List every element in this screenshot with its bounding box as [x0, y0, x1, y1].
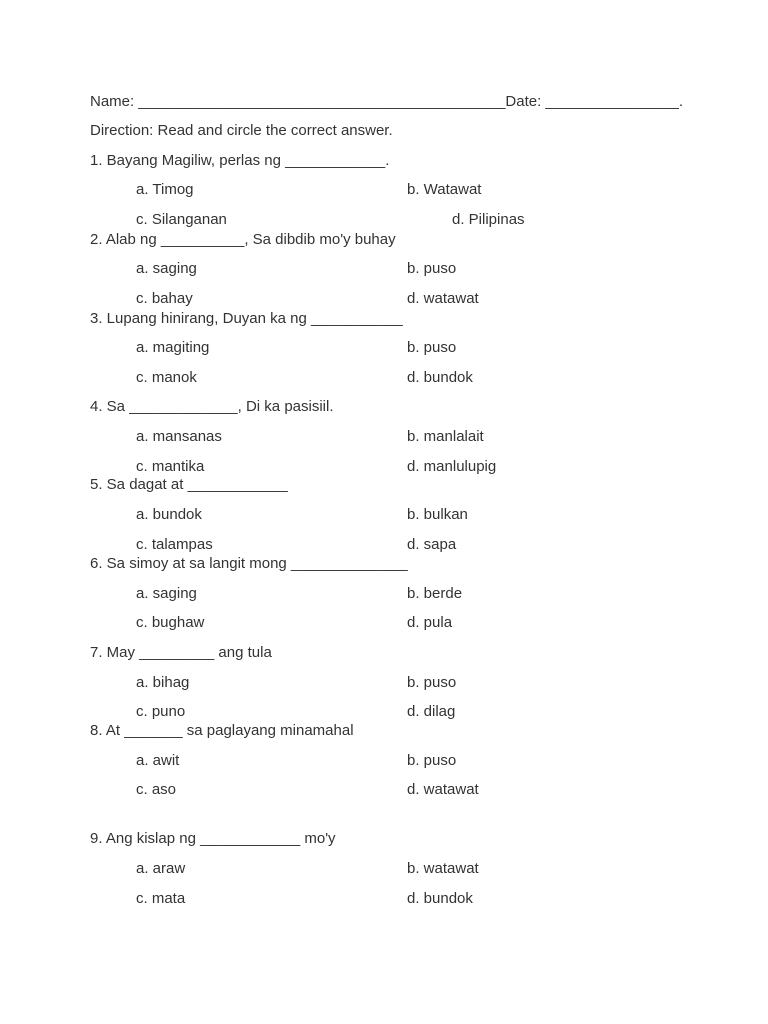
question-5: 5. Sa dagat at ____________: [90, 476, 288, 493]
question-7: 7. May _________ ang tula: [90, 644, 272, 661]
question-1: 1. Bayang Magiliw, perlas ng ____________.: [90, 152, 390, 169]
q3-option-b[interactable]: b. puso: [407, 339, 457, 356]
q5-option-c[interactable]: c. talampas: [136, 536, 213, 553]
q7-option-b[interactable]: b. puso: [407, 674, 457, 691]
q9-option-c[interactable]: c. mata: [136, 890, 186, 907]
question-3: 3. Lupang hinirang, Duyan ka ng ___________: [90, 310, 403, 327]
q7-option-d[interactable]: d. dilag: [407, 703, 456, 720]
q3-option-c[interactable]: c. manok: [136, 369, 197, 386]
question-8: 8. At _______ sa paglayang minamahal: [90, 722, 354, 739]
q2-option-d[interactable]: d. watawat: [407, 290, 479, 307]
q6-option-a[interactable]: a. saging: [136, 585, 197, 602]
q8-option-c[interactable]: c. aso: [136, 781, 177, 798]
q6-option-d[interactable]: d. pula: [407, 614, 453, 631]
q5-option-b[interactable]: b. bulkan: [407, 506, 468, 523]
q8-option-a[interactable]: a. awit: [136, 752, 180, 769]
q1-option-c[interactable]: c. Silanganan: [136, 211, 227, 228]
question-9: 9. Ang kislap ng ____________ mo'y: [90, 830, 336, 847]
q8-option-b[interactable]: b. puso: [407, 752, 457, 769]
question-2: 2. Alab ng __________, Sa dibdib mo'y buhay: [90, 231, 396, 248]
direction-text: Direction: Read and circle the correct answer.: [90, 122, 393, 139]
q2-option-c[interactable]: c. bahay: [136, 290, 193, 307]
q1-option-d[interactable]: d. Pilipinas: [452, 211, 525, 228]
q4-option-a[interactable]: a. mansanas: [136, 428, 222, 445]
q2-option-a[interactable]: a. saging: [136, 260, 197, 277]
q8-option-d[interactable]: d. watawat: [407, 781, 479, 798]
name-date-line: Name: ____________________________________________Date: ________________.: [90, 93, 684, 110]
q9-option-b[interactable]: b. watawat: [407, 860, 479, 877]
q9-option-a[interactable]: a. araw: [136, 860, 186, 877]
q4-option-c[interactable]: c. mantika: [136, 458, 205, 475]
q4-option-d[interactable]: d. manlulupig: [407, 458, 497, 475]
q5-option-d[interactable]: d. sapa: [407, 536, 457, 553]
q5-option-a[interactable]: a. bundok: [136, 506, 202, 523]
q3-option-d[interactable]: d. bundok: [407, 369, 473, 386]
question-6: 6. Sa simoy at sa langit mong ______________: [90, 555, 408, 572]
q1-option-a[interactable]: a. Timog: [136, 181, 194, 198]
q6-option-c[interactable]: c. bughaw: [136, 614, 205, 631]
q2-option-b[interactable]: b. puso: [407, 260, 457, 277]
q7-option-c[interactable]: c. puno: [136, 703, 186, 720]
q6-option-b[interactable]: b. berde: [407, 585, 463, 602]
question-4: 4. Sa _____________, Di ka pasisiil.: [90, 398, 334, 415]
q3-option-a[interactable]: a. magiting: [136, 339, 210, 356]
q7-option-a[interactable]: a. bihag: [136, 674, 190, 691]
q9-option-d[interactable]: d. bundok: [407, 890, 473, 907]
q4-option-b[interactable]: b. manlalait: [407, 428, 484, 445]
q1-option-b[interactable]: b. Watawat: [407, 181, 482, 198]
